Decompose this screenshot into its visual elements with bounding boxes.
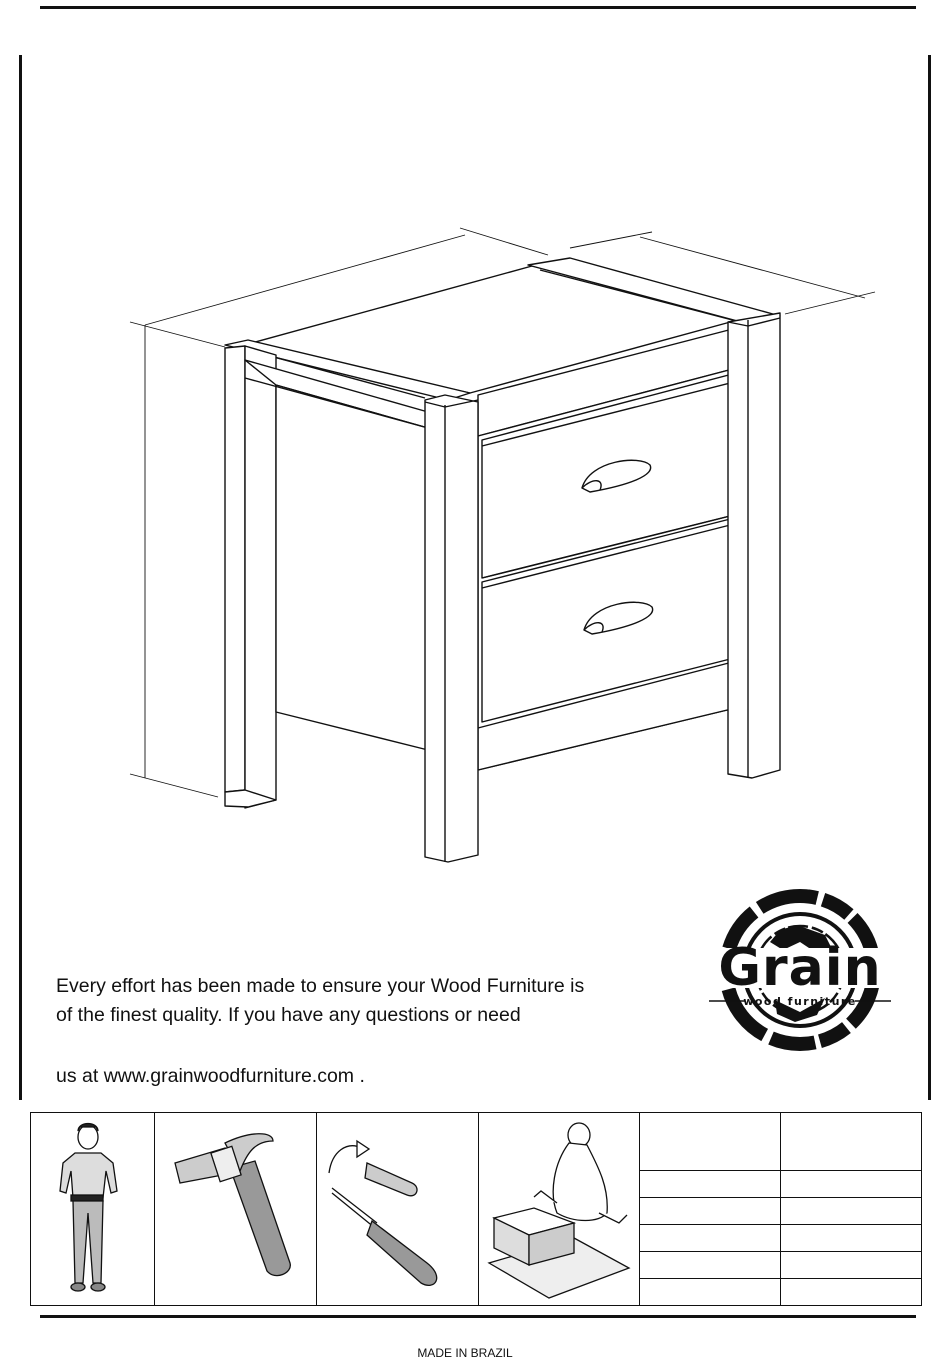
hammer-icon	[155, 1113, 317, 1305]
made-in-label: MADE IN BRAZIL	[417, 1346, 513, 1360]
brand-name: Grain	[718, 938, 882, 998]
info-grid	[640, 1113, 922, 1305]
grain-logo	[705, 880, 895, 1060]
intro-line-3: us at www.grainwoodfurniture.com .	[56, 1065, 365, 1087]
hammer-cell	[155, 1113, 317, 1305]
left-border	[19, 55, 22, 1100]
info-grid-row	[640, 1279, 922, 1305]
front-leg	[425, 395, 478, 862]
info-grid-row	[640, 1252, 922, 1279]
top-border	[40, 6, 916, 9]
info-grid-header-row	[640, 1113, 922, 1171]
info-grid-row	[640, 1225, 922, 1252]
assembly-info-table	[30, 1112, 922, 1306]
nightstand-illustration	[120, 225, 890, 870]
floor-assembly-cell	[479, 1113, 640, 1305]
back-left-leg	[225, 346, 276, 808]
intro-line-2: of the finest quality. If you have any questions or need	[56, 1004, 521, 1026]
info-grid-divider	[780, 1113, 781, 1305]
bottom-border	[40, 1315, 916, 1318]
intro-text	[56, 972, 676, 1091]
person-cell	[31, 1113, 155, 1305]
info-grid-row	[640, 1171, 922, 1198]
back-right-leg	[728, 313, 780, 778]
screwdriver-icon	[317, 1113, 479, 1305]
brand-tagline: wood furniture	[743, 995, 857, 1008]
info-grid-row	[640, 1198, 922, 1225]
right-border	[928, 55, 931, 1100]
person-icon	[31, 1113, 155, 1305]
intro-line-1: Every effort has been made to ensure your Wood Furniture is	[56, 975, 585, 997]
assemble-on-floor-icon	[479, 1113, 640, 1305]
screwdriver-cell	[317, 1113, 479, 1305]
